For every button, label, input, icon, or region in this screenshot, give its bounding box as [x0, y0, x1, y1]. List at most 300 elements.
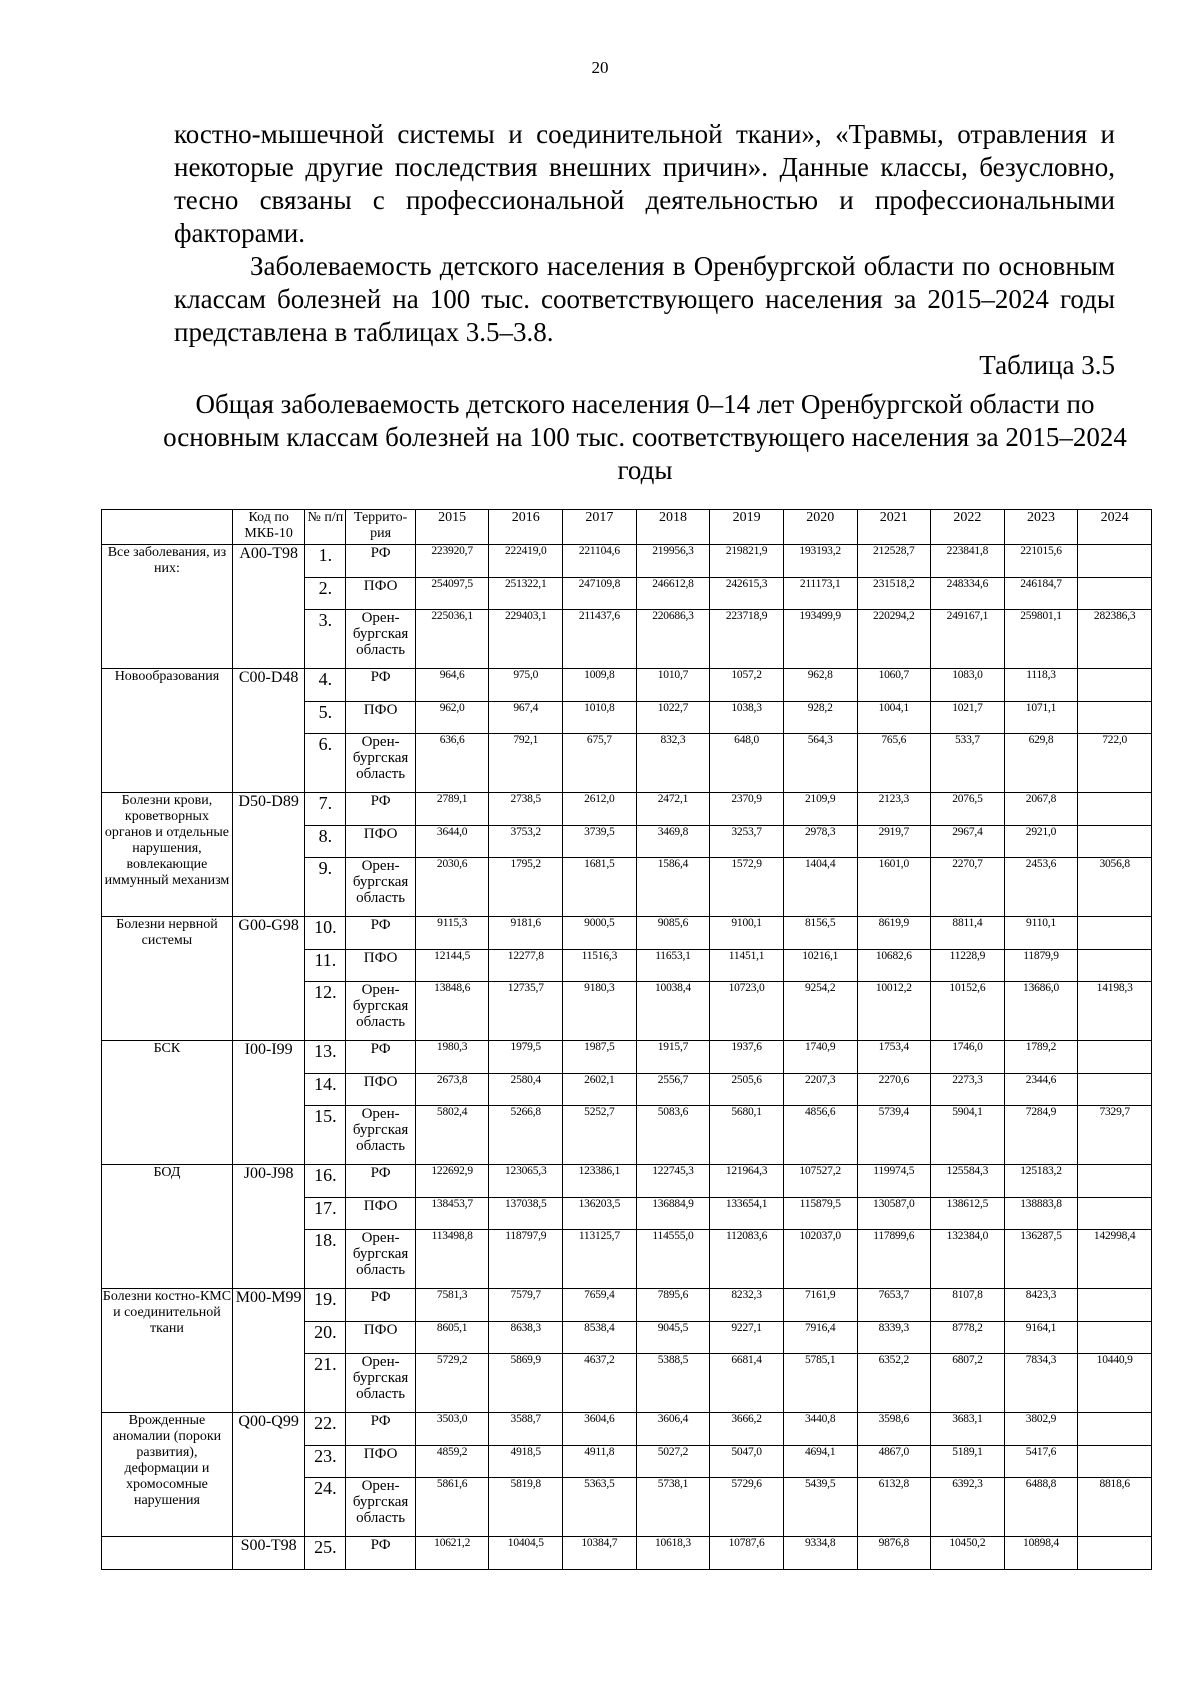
value-cell: 4918,5 — [489, 1446, 563, 1478]
value-cell: 219956,3 — [636, 545, 710, 578]
row-number: 17. — [305, 1198, 346, 1230]
row-number: 22. — [305, 1413, 346, 1446]
value-cell: 1753,4 — [857, 1041, 931, 1074]
value-cell: 1980,3 — [415, 1041, 489, 1074]
value-cell: 10152,6 — [931, 982, 1005, 1041]
value-cell: 136203,5 — [563, 1198, 637, 1230]
value-cell: 133654,1 — [710, 1198, 784, 1230]
value-cell: 123386,1 — [563, 1165, 637, 1198]
header-year: 2022 — [931, 510, 1005, 545]
value-cell — [1078, 1322, 1152, 1354]
value-cell: 221015,6 — [1004, 545, 1078, 578]
value-cell: 7284,9 — [1004, 1106, 1078, 1165]
value-cell: 122745,3 — [636, 1165, 710, 1198]
disease-class: Болезни костно-КМС и соединительной ткани — [102, 1289, 233, 1413]
value-cell: 9000,5 — [563, 917, 637, 950]
value-cell: 5047,0 — [710, 1446, 784, 1478]
value-cell: 8818,6 — [1078, 1478, 1152, 1537]
territory: РФ — [346, 1041, 416, 1074]
value-cell: 5027,2 — [636, 1446, 710, 1478]
table-row — [102, 1537, 1152, 1570]
value-cell: 9110,1 — [1004, 917, 1078, 950]
value-cell: 7916,4 — [783, 1322, 857, 1354]
value-cell — [1078, 1413, 1152, 1446]
value-cell: 231518,2 — [857, 578, 931, 610]
value-cell: 2738,5 — [489, 793, 563, 826]
value-cell: 259801,1 — [1004, 610, 1078, 669]
value-cell: 6681,4 — [710, 1354, 784, 1413]
value-cell: 2344,6 — [1004, 1074, 1078, 1106]
value-cell: 247109,8 — [563, 578, 637, 610]
territory: РФ — [346, 917, 416, 950]
value-cell: 5729,2 — [415, 1354, 489, 1413]
value-cell: 10723,0 — [710, 982, 784, 1041]
value-cell: 7161,9 — [783, 1289, 857, 1322]
value-cell: 132384,0 — [931, 1230, 1005, 1289]
value-cell: 9876,8 — [857, 1537, 931, 1570]
icd-code: S00-T98 — [232, 1537, 305, 1570]
row-number: 5. — [305, 702, 346, 734]
row-number: 25. — [305, 1537, 346, 1570]
value-cell: 792,1 — [489, 734, 563, 793]
value-cell: 113498,8 — [415, 1230, 489, 1289]
value-cell — [1078, 669, 1152, 702]
value-cell: 242615,3 — [710, 578, 784, 610]
value-cell: 8638,3 — [489, 1322, 563, 1354]
value-cell: 115879,5 — [783, 1198, 857, 1230]
morbidity-table — [101, 509, 1152, 1570]
value-cell: 7659,4 — [563, 1289, 637, 1322]
row-number: 8. — [305, 826, 346, 858]
table-row — [102, 1041, 1152, 1074]
disease-class: БСК — [102, 1041, 233, 1165]
value-cell: 5388,5 — [636, 1354, 710, 1413]
territory: Орен-бургская область — [346, 1354, 416, 1413]
territory: ПФО — [346, 1322, 416, 1354]
value-cell: 1010,7 — [636, 669, 710, 702]
value-cell: 3739,5 — [563, 826, 637, 858]
value-cell: 8423,3 — [1004, 1289, 1078, 1322]
value-cell: 1057,2 — [710, 669, 784, 702]
value-cell: 3440,8 — [783, 1413, 857, 1446]
disease-class: Болезни крови, кроветворных органов и отдельные нарушения, вовлекающие иммунный механизм — [102, 793, 233, 917]
value-cell: 7834,3 — [1004, 1354, 1078, 1413]
value-cell: 5861,6 — [415, 1478, 489, 1537]
header-year: 2017 — [563, 510, 637, 545]
value-cell: 8156,5 — [783, 917, 857, 950]
value-cell: 2076,5 — [931, 793, 1005, 826]
value-cell: 9164,1 — [1004, 1322, 1078, 1354]
row-number: 20. — [305, 1322, 346, 1354]
value-cell: 2580,4 — [489, 1074, 563, 1106]
value-cell: 9180,3 — [563, 982, 637, 1041]
value-cell: 1979,5 — [489, 1041, 563, 1074]
value-cell: 962,0 — [415, 702, 489, 734]
icd-code: I00-I99 — [232, 1041, 305, 1165]
paragraph-2: Заболеваемость детского населения в Оренбургской области по основным классам болезней на 100 тыс. соответствующего населения за 2015–2024 годы представлена в таблицах 3.5–3.8. — [174, 251, 1115, 347]
value-cell: 112083,6 — [710, 1230, 784, 1289]
value-cell: 9181,6 — [489, 917, 563, 950]
value-cell: 2556,7 — [636, 1074, 710, 1106]
value-cell: 10012,2 — [857, 982, 931, 1041]
value-cell: 11516,3 — [563, 950, 637, 982]
disease-class: Новообразования — [102, 669, 233, 793]
value-cell: 223718,9 — [710, 610, 784, 669]
value-cell: 14198,3 — [1078, 982, 1152, 1041]
value-cell: 222419,0 — [489, 545, 563, 578]
value-cell: 765,6 — [857, 734, 931, 793]
value-cell: 219821,9 — [710, 545, 784, 578]
value-cell: 1681,5 — [563, 858, 637, 917]
value-cell: 5785,1 — [783, 1354, 857, 1413]
territory: ПФО — [346, 826, 416, 858]
value-cell: 3253,7 — [710, 826, 784, 858]
value-cell: 125584,3 — [931, 1165, 1005, 1198]
header-year: 2024 — [1078, 510, 1152, 545]
row-number: 15. — [305, 1106, 346, 1165]
row-number: 10. — [305, 917, 346, 950]
value-cell — [1078, 1537, 1152, 1570]
value-cell: 125183,2 — [1004, 1165, 1078, 1198]
header-year: 2020 — [783, 510, 857, 545]
value-cell: 249167,1 — [931, 610, 1005, 669]
value-cell: 2673,8 — [415, 1074, 489, 1106]
value-cell: 648,0 — [710, 734, 784, 793]
value-cell: 7895,6 — [636, 1289, 710, 1322]
territory: Орен-бургская область — [346, 858, 416, 917]
value-cell — [1078, 1165, 1152, 1198]
value-cell: 4867,0 — [857, 1446, 931, 1478]
value-cell: 13686,0 — [1004, 982, 1078, 1041]
header-year: 2021 — [857, 510, 931, 545]
value-cell: 8605,1 — [415, 1322, 489, 1354]
value-cell — [1078, 1289, 1152, 1322]
value-cell: 8232,3 — [710, 1289, 784, 1322]
value-cell: 122692,9 — [415, 1165, 489, 1198]
value-cell: 229403,1 — [489, 610, 563, 669]
value-cell: 10450,2 — [931, 1537, 1005, 1570]
value-cell: 223920,7 — [415, 545, 489, 578]
value-cell: 8107,8 — [931, 1289, 1005, 1322]
row-number: 21. — [305, 1354, 346, 1413]
value-cell: 10216,1 — [783, 950, 857, 982]
territory: РФ — [346, 793, 416, 826]
value-cell: 8778,2 — [931, 1322, 1005, 1354]
value-cell: 1740,9 — [783, 1041, 857, 1074]
value-cell: 5266,8 — [489, 1106, 563, 1165]
value-cell: 212528,7 — [857, 545, 931, 578]
value-cell: 107527,2 — [783, 1165, 857, 1198]
table-header-row — [102, 510, 1152, 545]
row-number: 13. — [305, 1041, 346, 1074]
value-cell: 138453,7 — [415, 1198, 489, 1230]
table-row — [102, 793, 1152, 826]
value-cell: 12277,8 — [489, 950, 563, 982]
row-number: 12. — [305, 982, 346, 1041]
header-year: 2016 — [489, 510, 563, 545]
value-cell: 2109,9 — [783, 793, 857, 826]
value-cell: 2273,3 — [931, 1074, 1005, 1106]
value-cell: 3606,4 — [636, 1413, 710, 1446]
value-cell: 246184,7 — [1004, 578, 1078, 610]
header-number: № п/п — [305, 510, 346, 545]
value-cell: 4637,2 — [563, 1354, 637, 1413]
value-cell: 119974,5 — [857, 1165, 931, 1198]
table-caption: Общая заболеваемость детского населения 0–14 лет Оренбургской области по основным классам болезней на 100 тыс. соответствующего населения за 2015–2024 годы — [163, 389, 1127, 485]
table-body — [102, 545, 1152, 1570]
row-number: 9. — [305, 858, 346, 917]
value-cell: 5802,4 — [415, 1106, 489, 1165]
value-cell: 1038,3 — [710, 702, 784, 734]
value-cell: 8811,4 — [931, 917, 1005, 950]
table-row — [102, 1413, 1152, 1446]
value-cell: 8339,3 — [857, 1322, 931, 1354]
value-cell: 5739,4 — [857, 1106, 931, 1165]
value-cell — [1078, 793, 1152, 826]
value-cell: 1937,6 — [710, 1041, 784, 1074]
value-cell: 10404,5 — [489, 1537, 563, 1570]
value-cell: 4694,1 — [783, 1446, 857, 1478]
value-cell: 2967,4 — [931, 826, 1005, 858]
icd-code: D50-D89 — [232, 793, 305, 917]
value-cell: 722,0 — [1078, 734, 1152, 793]
value-cell: 5729,6 — [710, 1478, 784, 1537]
value-cell: 1746,0 — [931, 1041, 1005, 1074]
value-cell: 2453,6 — [1004, 858, 1078, 917]
page-number: 20 — [591, 58, 609, 77]
territory: РФ — [346, 669, 416, 702]
value-cell: 5738,1 — [636, 1478, 710, 1537]
value-cell: 6807,2 — [931, 1354, 1005, 1413]
value-cell: 3802,9 — [1004, 1413, 1078, 1446]
value-cell: 1404,4 — [783, 858, 857, 917]
header-year: 2019 — [710, 510, 784, 545]
value-cell: 12144,5 — [415, 950, 489, 982]
icd-code: G00-G98 — [232, 917, 305, 1041]
value-cell: 211437,6 — [563, 610, 637, 669]
value-cell: 251322,1 — [489, 578, 563, 610]
territory: ПФО — [346, 1446, 416, 1478]
disease-class: БОД — [102, 1165, 233, 1289]
value-cell: 123065,3 — [489, 1165, 563, 1198]
icd-code: C00-D48 — [232, 669, 305, 793]
value-cell: 2789,1 — [415, 793, 489, 826]
header-year: 2018 — [636, 510, 710, 545]
value-cell: 138883,8 — [1004, 1198, 1078, 1230]
header-code: Код по МКБ-10 — [232, 510, 305, 545]
value-cell: 8538,4 — [563, 1322, 637, 1354]
value-cell: 675,7 — [563, 734, 637, 793]
value-cell: 11879,9 — [1004, 950, 1078, 982]
territory: Орен-бургская область — [346, 610, 416, 669]
value-cell: 9227,1 — [710, 1322, 784, 1354]
value-cell: 1060,7 — [857, 669, 931, 702]
value-cell: 254097,5 — [415, 578, 489, 610]
value-cell: 2602,1 — [563, 1074, 637, 1106]
value-cell: 1915,7 — [636, 1041, 710, 1074]
value-cell: 2472,1 — [636, 793, 710, 826]
value-cell: 136287,5 — [1004, 1230, 1078, 1289]
value-cell: 5417,6 — [1004, 1446, 1078, 1478]
value-cell: 5819,8 — [489, 1478, 563, 1537]
value-cell: 10038,4 — [636, 982, 710, 1041]
icd-code: A00-T98 — [232, 545, 305, 669]
row-number: 1. — [305, 545, 346, 578]
value-cell: 9334,8 — [783, 1537, 857, 1570]
territory: РФ — [346, 1537, 416, 1570]
value-cell: 3683,1 — [931, 1413, 1005, 1446]
territory: Орен-бургская область — [346, 734, 416, 793]
value-cell: 4859,2 — [415, 1446, 489, 1478]
value-cell: 10384,7 — [563, 1537, 637, 1570]
value-cell: 2978,3 — [783, 826, 857, 858]
value-cell: 10682,6 — [857, 950, 931, 982]
value-cell: 3469,8 — [636, 826, 710, 858]
value-cell: 5439,5 — [783, 1478, 857, 1537]
value-cell: 211173,1 — [783, 578, 857, 610]
value-cell: 5904,1 — [931, 1106, 1005, 1165]
value-cell: 5869,9 — [489, 1354, 563, 1413]
value-cell: 6392,3 — [931, 1478, 1005, 1537]
value-cell: 3753,2 — [489, 826, 563, 858]
value-cell: 5363,5 — [563, 1478, 637, 1537]
row-number: 16. — [305, 1165, 346, 1198]
row-number: 4. — [305, 669, 346, 702]
value-cell: 2505,6 — [710, 1074, 784, 1106]
value-cell: 1022,7 — [636, 702, 710, 734]
value-cell: 137038,5 — [489, 1198, 563, 1230]
value-cell: 9115,3 — [415, 917, 489, 950]
value-cell — [1078, 578, 1152, 610]
row-number: 19. — [305, 1289, 346, 1322]
value-cell: 7579,7 — [489, 1289, 563, 1322]
value-cell: 10440,9 — [1078, 1354, 1152, 1413]
table-row — [102, 669, 1152, 702]
value-cell: 962,8 — [783, 669, 857, 702]
territory: Орен-бургская область — [346, 1106, 416, 1165]
value-cell: 9045,5 — [636, 1322, 710, 1354]
value-cell: 967,4 — [489, 702, 563, 734]
value-cell: 1021,7 — [931, 702, 1005, 734]
value-cell: 6132,8 — [857, 1478, 931, 1537]
territory: РФ — [346, 1289, 416, 1322]
value-cell: 1118,3 — [1004, 669, 1078, 702]
value-cell: 118797,9 — [489, 1230, 563, 1289]
value-cell: 1586,4 — [636, 858, 710, 917]
value-cell: 102037,0 — [783, 1230, 857, 1289]
value-cell: 4911,8 — [563, 1446, 637, 1478]
row-number: 3. — [305, 610, 346, 669]
header-year: 2023 — [1004, 510, 1078, 545]
value-cell: 2067,8 — [1004, 793, 1078, 826]
value-cell: 1987,5 — [563, 1041, 637, 1074]
value-cell: 564,3 — [783, 734, 857, 793]
value-cell: 1795,2 — [489, 858, 563, 917]
value-cell: 2270,6 — [857, 1074, 931, 1106]
value-cell: 5189,1 — [931, 1446, 1005, 1478]
value-cell: 221104,6 — [563, 545, 637, 578]
value-cell — [1078, 917, 1152, 950]
value-cell: 3604,6 — [563, 1413, 637, 1446]
table-row — [102, 545, 1152, 578]
value-cell — [1078, 826, 1152, 858]
value-cell — [1078, 1074, 1152, 1106]
value-cell: 3644,0 — [415, 826, 489, 858]
row-number: 7. — [305, 793, 346, 826]
value-cell: 7653,7 — [857, 1289, 931, 1322]
icd-code: Q00-Q99 — [232, 1413, 305, 1537]
value-cell: 282386,3 — [1078, 610, 1152, 669]
value-cell: 10898,4 — [1004, 1537, 1078, 1570]
value-cell — [1078, 702, 1152, 734]
value-cell: 1010,8 — [563, 702, 637, 734]
value-cell: 225036,1 — [415, 610, 489, 669]
value-cell: 4856,6 — [783, 1106, 857, 1165]
territory: Орен-бургская область — [346, 982, 416, 1041]
value-cell: 10787,6 — [710, 1537, 784, 1570]
value-cell — [1078, 1041, 1152, 1074]
value-cell: 220294,2 — [857, 610, 931, 669]
territory: РФ — [346, 1165, 416, 1198]
value-cell: 6488,8 — [1004, 1478, 1078, 1537]
value-cell: 2919,7 — [857, 826, 931, 858]
value-cell: 5680,1 — [710, 1106, 784, 1165]
value-cell: 9100,1 — [710, 917, 784, 950]
value-cell — [1078, 545, 1152, 578]
value-cell: 3056,8 — [1078, 858, 1152, 917]
territory: РФ — [346, 1413, 416, 1446]
value-cell — [1078, 1198, 1152, 1230]
icd-code: J00-J98 — [232, 1165, 305, 1289]
territory: Орен-бургская область — [346, 1478, 416, 1537]
value-cell: 6352,2 — [857, 1354, 931, 1413]
table-row — [102, 1289, 1152, 1322]
value-cell: 1083,0 — [931, 669, 1005, 702]
value-cell: 193499,9 — [783, 610, 857, 669]
value-cell: 1572,9 — [710, 858, 784, 917]
value-cell: 3666,2 — [710, 1413, 784, 1446]
value-cell: 1004,1 — [857, 702, 931, 734]
value-cell: 138612,5 — [931, 1198, 1005, 1230]
value-cell: 2123,3 — [857, 793, 931, 826]
territory: Орен-бургская область — [346, 1230, 416, 1289]
value-cell: 1601,0 — [857, 858, 931, 917]
table-label: Таблица 3.5 — [979, 350, 1115, 380]
value-cell: 117899,6 — [857, 1230, 931, 1289]
value-cell: 3503,0 — [415, 1413, 489, 1446]
row-number: 14. — [305, 1074, 346, 1106]
value-cell: 142998,4 — [1078, 1230, 1152, 1289]
value-cell: 964,6 — [415, 669, 489, 702]
value-cell: 7581,3 — [415, 1289, 489, 1322]
territory: ПФО — [346, 702, 416, 734]
value-cell: 5252,7 — [563, 1106, 637, 1165]
value-cell: 2370,9 — [710, 793, 784, 826]
icd-code: M00-M99 — [232, 1289, 305, 1413]
value-cell: 636,6 — [415, 734, 489, 793]
value-cell: 3598,6 — [857, 1413, 931, 1446]
value-cell: 10621,2 — [415, 1537, 489, 1570]
header-class — [102, 510, 233, 545]
row-number: 24. — [305, 1478, 346, 1537]
value-cell: 629,8 — [1004, 734, 1078, 793]
paragraph-1: костно-мышечной системы и соединительной ткани», «Травмы, отравления и некоторые другие последствия внешних причин». Данные классы, безусловно, тесно связаны с профессиональной деятельностью и профессиональными факторами. — [174, 119, 1115, 248]
value-cell: 975,0 — [489, 669, 563, 702]
table-row — [102, 1165, 1152, 1198]
territory: ПФО — [346, 950, 416, 982]
row-number: 11. — [305, 950, 346, 982]
value-cell: 136884,9 — [636, 1198, 710, 1230]
